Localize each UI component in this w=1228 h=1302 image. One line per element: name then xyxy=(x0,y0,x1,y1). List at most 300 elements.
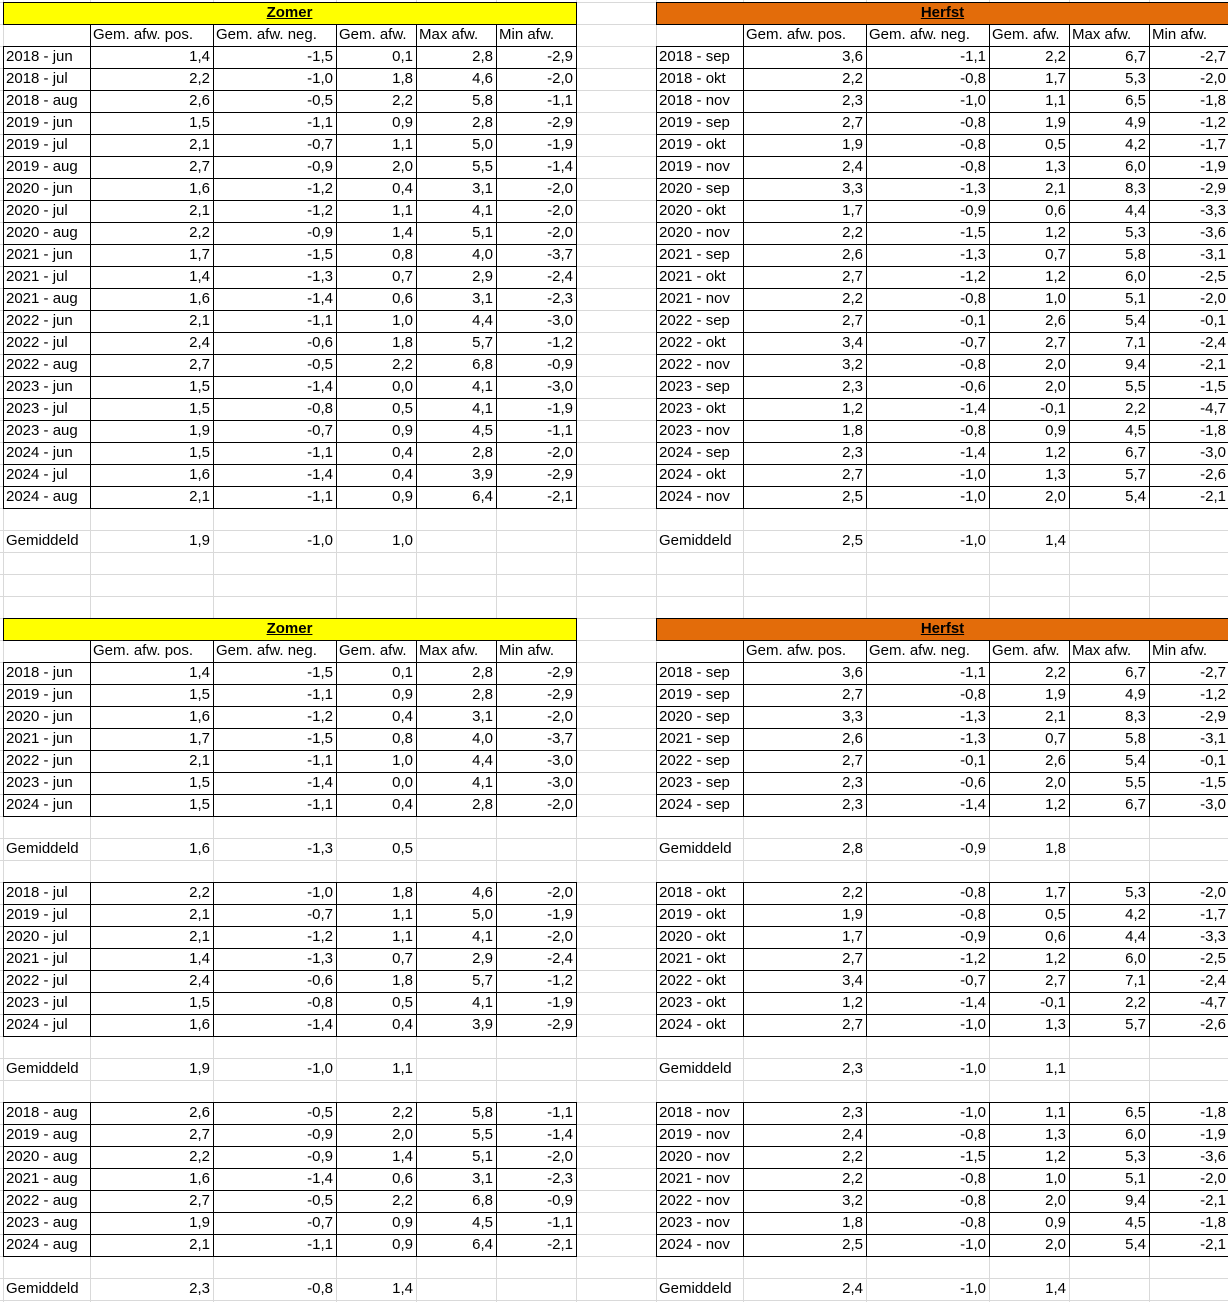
table-cell[interactable]: -0,9 xyxy=(960,202,986,219)
table-cell[interactable]: -2,1 xyxy=(1200,1192,1226,1209)
table-cell[interactable]: -0,7 xyxy=(960,972,986,989)
table-cell[interactable]: -0,5 xyxy=(307,1104,333,1121)
table-cell[interactable]: -1,3 xyxy=(960,708,986,725)
table-cell[interactable]: 0,7 xyxy=(1045,730,1066,747)
table-cell[interactable]: -0,1 xyxy=(1200,752,1226,769)
table-cell[interactable]: 0,9 xyxy=(392,422,413,439)
table-cell[interactable]: -0,8 xyxy=(960,906,986,923)
row-label[interactable]: 2023 - jul xyxy=(6,400,68,417)
table-cell[interactable]: 2,5 xyxy=(842,1236,863,1253)
table-cell[interactable]: -0,9 xyxy=(307,224,333,241)
table-cell[interactable]: 2,4 xyxy=(189,972,210,989)
table-cell[interactable]: 0,6 xyxy=(392,290,413,307)
row-label[interactable]: 2020 - jul xyxy=(6,202,68,219)
table-cell[interactable]: -3,3 xyxy=(1200,928,1226,945)
table-cell[interactable]: 3,9 xyxy=(472,1016,493,1033)
table-cell[interactable]: -0,1 xyxy=(960,312,986,329)
table-cell[interactable]: -1,1 xyxy=(960,48,986,65)
table-cell[interactable]: -1,9 xyxy=(547,136,573,153)
table-cell[interactable]: -4,7 xyxy=(1200,400,1226,417)
table-cell[interactable]: -1,9 xyxy=(547,994,573,1011)
table-cell[interactable]: 2,7 xyxy=(1045,972,1066,989)
table-cell[interactable]: 2,1 xyxy=(189,752,210,769)
table-cell[interactable]: 2,2 xyxy=(842,224,863,241)
table-cell[interactable]: 3,1 xyxy=(472,290,493,307)
table-cell[interactable]: 5,7 xyxy=(1125,1016,1146,1033)
table-cell[interactable]: -0,6 xyxy=(307,334,333,351)
table-cell[interactable]: 0,4 xyxy=(392,180,413,197)
table-cell[interactable]: -1,0 xyxy=(960,1236,986,1253)
table-cell[interactable]: 1,0 xyxy=(1045,1170,1066,1187)
table-cell[interactable]: -1,8 xyxy=(1200,422,1226,439)
table-cell[interactable]: -2,1 xyxy=(1200,1236,1226,1253)
average-value[interactable]: 1,9 xyxy=(189,532,210,549)
table-cell[interactable]: 1,1 xyxy=(1045,1104,1066,1121)
row-label[interactable]: 2024 - sep xyxy=(659,444,730,461)
table-cell[interactable]: 2,4 xyxy=(842,158,863,175)
average-value[interactable]: 1,1 xyxy=(1045,1060,1066,1077)
table-cell[interactable]: -2,0 xyxy=(1200,70,1226,87)
table-cell[interactable]: -0,7 xyxy=(307,422,333,439)
table-cell[interactable]: 1,7 xyxy=(842,202,863,219)
row-label[interactable]: 2020 - nov xyxy=(659,224,730,241)
table-cell[interactable]: 0,6 xyxy=(1045,928,1066,945)
average-value[interactable]: -1,3 xyxy=(307,840,333,857)
table-cell[interactable]: -0,8 xyxy=(960,114,986,131)
table-cell[interactable]: 2,1 xyxy=(1045,708,1066,725)
table-cell[interactable]: -0,1 xyxy=(1040,994,1066,1011)
table-cell[interactable]: 2,1 xyxy=(189,488,210,505)
table-cell[interactable]: 4,1 xyxy=(472,202,493,219)
table-cell[interactable]: -1,8 xyxy=(1200,1214,1226,1231)
table-cell[interactable]: 2,2 xyxy=(189,70,210,87)
table-cell[interactable]: 2,1 xyxy=(189,928,210,945)
table-cell[interactable]: 4,2 xyxy=(1125,906,1146,923)
table-cell[interactable]: 5,1 xyxy=(1125,1170,1146,1187)
table-cell[interactable]: -1,3 xyxy=(960,246,986,263)
average-value[interactable]: -1,0 xyxy=(960,1060,986,1077)
table-cell[interactable]: 1,1 xyxy=(392,906,413,923)
table-cell[interactable]: -2,6 xyxy=(1200,466,1226,483)
table-cell[interactable]: 4,1 xyxy=(472,928,493,945)
row-label[interactable]: 2018 - nov xyxy=(659,1104,730,1121)
row-label[interactable]: 2020 - jun xyxy=(6,180,73,197)
table-cell[interactable]: -2,9 xyxy=(1200,708,1226,725)
table-cell[interactable]: 2,2 xyxy=(1045,48,1066,65)
table-cell[interactable]: 4,4 xyxy=(1125,202,1146,219)
table-cell[interactable]: -0,6 xyxy=(960,378,986,395)
table-cell[interactable]: 1,7 xyxy=(1045,70,1066,87)
table-cell[interactable]: 1,9 xyxy=(189,422,210,439)
table-cell[interactable]: 5,4 xyxy=(1125,488,1146,505)
table-cell[interactable]: -1,4 xyxy=(547,158,573,175)
table-cell[interactable]: 1,7 xyxy=(189,246,210,263)
table-cell[interactable]: -2,0 xyxy=(547,444,573,461)
table-cell[interactable]: 2,7 xyxy=(842,686,863,703)
table-cell[interactable]: -1,2 xyxy=(307,180,333,197)
table-cell[interactable]: 1,6 xyxy=(189,180,210,197)
table-cell[interactable]: 1,6 xyxy=(189,290,210,307)
row-label[interactable]: 2022 - jul xyxy=(6,334,68,351)
table-cell[interactable]: 0,9 xyxy=(392,1214,413,1231)
table-cell[interactable]: 2,1 xyxy=(189,202,210,219)
table-cell[interactable]: -0,8 xyxy=(960,290,986,307)
table-cell[interactable]: 2,6 xyxy=(1045,312,1066,329)
table-cell[interactable]: -1,2 xyxy=(960,268,986,285)
table-cell[interactable]: 6,7 xyxy=(1125,48,1146,65)
table-cell[interactable]: 0,9 xyxy=(392,1236,413,1253)
table-cell[interactable]: 3,2 xyxy=(842,356,863,373)
table-cell[interactable]: 5,3 xyxy=(1125,70,1146,87)
table-cell[interactable]: -1,7 xyxy=(1200,906,1226,923)
table-cell[interactable]: 0,4 xyxy=(392,708,413,725)
table-cell[interactable]: 2,1 xyxy=(189,312,210,329)
table-cell[interactable]: 2,3 xyxy=(842,444,863,461)
table-cell[interactable]: 2,8 xyxy=(472,664,493,681)
table-cell[interactable]: 2,9 xyxy=(472,268,493,285)
row-label[interactable]: 2023 - nov xyxy=(659,1214,730,1231)
row-label[interactable]: 2024 - aug xyxy=(6,1236,78,1253)
table-cell[interactable]: -0,5 xyxy=(307,356,333,373)
table-cell[interactable]: -0,6 xyxy=(960,774,986,791)
table-cell[interactable]: 1,1 xyxy=(392,202,413,219)
row-label[interactable]: 2023 - jun xyxy=(6,774,73,791)
table-cell[interactable]: -2,0 xyxy=(1200,1170,1226,1187)
table-cell[interactable]: 2,2 xyxy=(1045,664,1066,681)
table-cell[interactable]: 0,7 xyxy=(1045,246,1066,263)
row-label[interactable]: 2019 - jul xyxy=(6,906,68,923)
table-cell[interactable]: -0,1 xyxy=(1200,312,1226,329)
table-cell[interactable]: 7,1 xyxy=(1125,972,1146,989)
table-cell[interactable]: 1,5 xyxy=(189,444,210,461)
table-cell[interactable]: 0,4 xyxy=(392,444,413,461)
table-cell[interactable]: -2,9 xyxy=(547,686,573,703)
table-cell[interactable]: -1,5 xyxy=(1200,378,1226,395)
table-cell[interactable]: -1,2 xyxy=(1200,686,1226,703)
row-label[interactable]: 2024 - okt xyxy=(659,1016,726,1033)
row-label[interactable]: 2023 - jul xyxy=(6,994,68,1011)
row-label[interactable]: 2022 - okt xyxy=(659,972,726,989)
row-label[interactable]: 2024 - jun xyxy=(6,444,73,461)
table-cell[interactable]: 0,6 xyxy=(1045,202,1066,219)
table-cell[interactable]: 6,5 xyxy=(1125,1104,1146,1121)
table-cell[interactable]: -1,1 xyxy=(547,1214,573,1231)
table-cell[interactable]: -1,1 xyxy=(307,488,333,505)
table-cell[interactable]: 1,3 xyxy=(1045,1126,1066,1143)
table-cell[interactable]: -0,8 xyxy=(960,686,986,703)
table-cell[interactable]: 2,7 xyxy=(1045,334,1066,351)
table-cell[interactable]: -3,6 xyxy=(1200,224,1226,241)
table-cell[interactable]: 5,3 xyxy=(1125,884,1146,901)
table-cell[interactable]: -1,2 xyxy=(960,950,986,967)
table-cell[interactable]: 2,4 xyxy=(189,334,210,351)
table-cell[interactable]: 2,7 xyxy=(842,1016,863,1033)
table-cell[interactable]: 5,5 xyxy=(472,1126,493,1143)
table-cell[interactable]: 1,9 xyxy=(1045,686,1066,703)
row-label[interactable]: 2021 - sep xyxy=(659,246,730,263)
table-cell[interactable]: -1,0 xyxy=(960,488,986,505)
table-cell[interactable]: 2,3 xyxy=(842,1104,863,1121)
average-value[interactable]: -0,9 xyxy=(960,840,986,857)
table-cell[interactable]: 2,2 xyxy=(392,92,413,109)
table-cell[interactable]: -2,1 xyxy=(1200,356,1226,373)
table-cell[interactable]: -3,3 xyxy=(1200,202,1226,219)
row-label[interactable]: 2020 - aug xyxy=(6,1148,78,1165)
row-label[interactable]: 2018 - jun xyxy=(6,664,73,681)
table-cell[interactable]: 3,1 xyxy=(472,708,493,725)
row-label[interactable]: 2018 - nov xyxy=(659,92,730,109)
table-cell[interactable]: 4,6 xyxy=(472,70,493,87)
table-cell[interactable]: -1,3 xyxy=(307,268,333,285)
row-label[interactable]: 2023 - sep xyxy=(659,378,730,395)
row-label[interactable]: 2018 - jul xyxy=(6,70,68,87)
table-cell[interactable]: 1,1 xyxy=(392,136,413,153)
table-cell[interactable]: -1,1 xyxy=(307,686,333,703)
table-cell[interactable]: 2,1 xyxy=(189,906,210,923)
row-label[interactable]: 2021 - jun xyxy=(6,246,73,263)
table-cell[interactable]: 2,8 xyxy=(472,444,493,461)
row-label[interactable]: 2019 - aug xyxy=(6,1126,78,1143)
table-cell[interactable]: -1,8 xyxy=(1200,1104,1226,1121)
table-cell[interactable]: 1,4 xyxy=(189,268,210,285)
table-cell[interactable]: 1,8 xyxy=(392,884,413,901)
table-cell[interactable]: 1,9 xyxy=(1045,114,1066,131)
table-cell[interactable]: 1,7 xyxy=(189,730,210,747)
table-cell[interactable]: 4,0 xyxy=(472,730,493,747)
row-label[interactable]: 2022 - sep xyxy=(659,752,730,769)
table-cell[interactable]: -2,9 xyxy=(547,466,573,483)
average-value[interactable]: -1,0 xyxy=(960,532,986,549)
row-label[interactable]: 2019 - jul xyxy=(6,136,68,153)
table-cell[interactable]: -1,2 xyxy=(1200,114,1226,131)
table-cell[interactable]: -1,1 xyxy=(307,444,333,461)
table-cell[interactable]: -0,9 xyxy=(307,158,333,175)
table-cell[interactable]: -1,2 xyxy=(307,928,333,945)
table-cell[interactable]: 0,8 xyxy=(392,730,413,747)
table-cell[interactable]: 1,8 xyxy=(392,70,413,87)
table-cell[interactable]: 5,1 xyxy=(1125,290,1146,307)
table-cell[interactable]: 1,6 xyxy=(189,466,210,483)
table-cell[interactable]: 2,6 xyxy=(1045,752,1066,769)
table-cell[interactable]: -2,3 xyxy=(547,290,573,307)
row-label[interactable]: 2019 - sep xyxy=(659,686,730,703)
table-cell[interactable]: -1,0 xyxy=(960,1016,986,1033)
table-cell[interactable]: 1,5 xyxy=(189,378,210,395)
table-cell[interactable]: -2,9 xyxy=(547,664,573,681)
table-cell[interactable]: 2,7 xyxy=(842,466,863,483)
table-cell[interactable]: -1,5 xyxy=(307,246,333,263)
row-label[interactable]: 2023 - okt xyxy=(659,994,726,1011)
table-cell[interactable]: 1,9 xyxy=(842,136,863,153)
table-cell[interactable]: 1,2 xyxy=(1045,1148,1066,1165)
table-cell[interactable]: 2,2 xyxy=(392,356,413,373)
table-cell[interactable]: -0,8 xyxy=(307,994,333,1011)
table-cell[interactable]: -3,0 xyxy=(1200,444,1226,461)
table-cell[interactable]: 2,1 xyxy=(1045,180,1066,197)
table-cell[interactable]: -2,4 xyxy=(547,950,573,967)
row-label[interactable]: 2018 - sep xyxy=(659,664,730,681)
row-label[interactable]: 2018 - okt xyxy=(659,70,726,87)
table-cell[interactable]: 1,0 xyxy=(392,312,413,329)
table-cell[interactable]: 0,1 xyxy=(392,664,413,681)
table-cell[interactable]: 0,1 xyxy=(392,48,413,65)
table-cell[interactable]: -1,1 xyxy=(307,752,333,769)
table-cell[interactable]: -0,8 xyxy=(307,400,333,417)
table-cell[interactable]: -1,5 xyxy=(307,664,333,681)
table-cell[interactable]: 5,5 xyxy=(1125,378,1146,395)
table-cell[interactable]: 2,2 xyxy=(189,224,210,241)
row-label[interactable]: 2022 - sep xyxy=(659,312,730,329)
table-cell[interactable]: 2,7 xyxy=(842,950,863,967)
row-label[interactable]: 2019 - okt xyxy=(659,906,726,923)
table-cell[interactable]: 0,0 xyxy=(392,774,413,791)
table-cell[interactable]: -1,0 xyxy=(307,70,333,87)
table-cell[interactable]: 1,2 xyxy=(842,400,863,417)
table-cell[interactable]: -2,1 xyxy=(547,488,573,505)
table-cell[interactable]: -2,9 xyxy=(547,48,573,65)
table-cell[interactable]: -1,1 xyxy=(547,1104,573,1121)
table-cell[interactable]: 2,3 xyxy=(842,378,863,395)
table-cell[interactable]: 2,6 xyxy=(842,730,863,747)
table-cell[interactable]: 2,2 xyxy=(1125,994,1146,1011)
table-cell[interactable]: 1,5 xyxy=(189,774,210,791)
table-cell[interactable]: 2,8 xyxy=(472,114,493,131)
row-label[interactable]: 2021 - jul xyxy=(6,268,68,285)
table-cell[interactable]: 1,4 xyxy=(392,224,413,241)
table-cell[interactable]: 3,4 xyxy=(842,334,863,351)
table-cell[interactable]: 2,2 xyxy=(842,884,863,901)
table-cell[interactable]: 6,7 xyxy=(1125,664,1146,681)
average-value[interactable]: -1,0 xyxy=(307,532,333,549)
table-cell[interactable]: -1,5 xyxy=(960,1148,986,1165)
table-cell[interactable]: 1,7 xyxy=(1045,884,1066,901)
table-cell[interactable]: 6,0 xyxy=(1125,158,1146,175)
table-cell[interactable]: 3,6 xyxy=(842,48,863,65)
table-cell[interactable]: -1,4 xyxy=(960,444,986,461)
table-cell[interactable]: -0,7 xyxy=(307,1214,333,1231)
row-label[interactable]: 2022 - nov xyxy=(659,356,730,373)
table-cell[interactable]: -2,0 xyxy=(547,180,573,197)
row-label[interactable]: 2024 - jul xyxy=(6,466,68,483)
table-cell[interactable]: -1,1 xyxy=(307,796,333,813)
table-cell[interactable]: 4,2 xyxy=(1125,136,1146,153)
table-cell[interactable]: 0,6 xyxy=(392,1170,413,1187)
table-cell[interactable]: 0,0 xyxy=(392,378,413,395)
average-value[interactable]: 1,6 xyxy=(189,840,210,857)
table-cell[interactable]: -2,1 xyxy=(547,1236,573,1253)
table-cell[interactable]: 1,8 xyxy=(392,972,413,989)
table-cell[interactable]: 3,6 xyxy=(842,664,863,681)
row-label[interactable]: 2023 - aug xyxy=(6,1214,78,1231)
table-cell[interactable]: -3,0 xyxy=(1200,796,1226,813)
table-cell[interactable]: 8,3 xyxy=(1125,708,1146,725)
table-cell[interactable]: -2,9 xyxy=(547,114,573,131)
table-cell[interactable]: -1,9 xyxy=(547,906,573,923)
table-cell[interactable]: 1,2 xyxy=(1045,950,1066,967)
table-cell[interactable]: 2,2 xyxy=(842,290,863,307)
row-label[interactable]: 2023 - okt xyxy=(659,400,726,417)
table-cell[interactable]: -1,9 xyxy=(1200,158,1226,175)
row-label[interactable]: 2018 - jun xyxy=(6,48,73,65)
table-cell[interactable]: 2,4 xyxy=(842,1126,863,1143)
row-label[interactable]: 2023 - aug xyxy=(6,422,78,439)
table-cell[interactable]: -0,9 xyxy=(307,1148,333,1165)
table-cell[interactable]: -2,4 xyxy=(1200,334,1226,351)
row-label[interactable]: 2019 - nov xyxy=(659,1126,730,1143)
table-cell[interactable]: -0,6 xyxy=(307,972,333,989)
table-cell[interactable]: 1,5 xyxy=(189,796,210,813)
table-cell[interactable]: -0,8 xyxy=(960,1192,986,1209)
table-cell[interactable]: 3,4 xyxy=(842,972,863,989)
table-cell[interactable]: 5,4 xyxy=(1125,1236,1146,1253)
table-cell[interactable]: -0,8 xyxy=(960,1214,986,1231)
row-label[interactable]: 2021 - sep xyxy=(659,730,730,747)
table-cell[interactable]: 0,4 xyxy=(392,466,413,483)
row-label[interactable]: 2021 - nov xyxy=(659,290,730,307)
average-value[interactable]: 1,8 xyxy=(1045,840,1066,857)
table-cell[interactable]: 1,5 xyxy=(189,994,210,1011)
table-cell[interactable]: 4,4 xyxy=(472,312,493,329)
table-cell[interactable]: 6,8 xyxy=(472,356,493,373)
table-cell[interactable]: -2,7 xyxy=(1200,664,1226,681)
row-label[interactable]: 2024 - sep xyxy=(659,796,730,813)
table-cell[interactable]: -3,1 xyxy=(1200,730,1226,747)
table-cell[interactable]: -2,0 xyxy=(547,1148,573,1165)
table-cell[interactable]: -2,0 xyxy=(547,928,573,945)
table-cell[interactable]: 5,7 xyxy=(472,972,493,989)
average-value[interactable]: 1,1 xyxy=(392,1060,413,1077)
table-cell[interactable]: 4,1 xyxy=(472,378,493,395)
table-cell[interactable]: 2,6 xyxy=(189,92,210,109)
table-cell[interactable]: 3,1 xyxy=(472,1170,493,1187)
table-cell[interactable]: -1,2 xyxy=(547,334,573,351)
table-cell[interactable]: 6,0 xyxy=(1125,1126,1146,1143)
row-label[interactable]: 2019 - aug xyxy=(6,158,78,175)
row-label[interactable]: 2020 - nov xyxy=(659,1148,730,1165)
row-label[interactable]: 2020 - sep xyxy=(659,180,730,197)
table-cell[interactable]: -2,5 xyxy=(1200,950,1226,967)
table-cell[interactable]: 5,0 xyxy=(472,906,493,923)
table-cell[interactable]: 4,1 xyxy=(472,400,493,417)
table-cell[interactable]: -0,9 xyxy=(307,1126,333,1143)
table-cell[interactable]: 2,2 xyxy=(392,1192,413,1209)
average-value[interactable]: 0,5 xyxy=(392,840,413,857)
table-cell[interactable]: 2,2 xyxy=(189,884,210,901)
table-cell[interactable]: 5,4 xyxy=(1125,752,1146,769)
table-cell[interactable]: -3,0 xyxy=(547,312,573,329)
table-cell[interactable]: 1,4 xyxy=(189,48,210,65)
table-cell[interactable]: 1,6 xyxy=(189,1016,210,1033)
table-cell[interactable]: -0,8 xyxy=(960,356,986,373)
table-cell[interactable]: -1,1 xyxy=(307,312,333,329)
row-label[interactable]: 2022 - aug xyxy=(6,356,78,373)
row-label[interactable]: 2018 - okt xyxy=(659,884,726,901)
table-cell[interactable]: 2,7 xyxy=(189,1192,210,1209)
table-cell[interactable]: 4,9 xyxy=(1125,114,1146,131)
table-cell[interactable]: 4,1 xyxy=(472,994,493,1011)
table-cell[interactable]: -2,0 xyxy=(547,70,573,87)
table-cell[interactable]: 9,4 xyxy=(1125,356,1146,373)
row-label[interactable]: 2024 - nov xyxy=(659,488,730,505)
row-label[interactable]: 2024 - aug xyxy=(6,488,78,505)
average-value[interactable]: -0,8 xyxy=(307,1280,333,1297)
row-label[interactable]: 2020 - aug xyxy=(6,224,78,241)
table-cell[interactable]: -1,0 xyxy=(960,92,986,109)
table-cell[interactable]: -1,1 xyxy=(307,1236,333,1253)
table-cell[interactable]: 1,1 xyxy=(392,928,413,945)
table-cell[interactable]: -1,1 xyxy=(960,664,986,681)
table-cell[interactable]: -1,5 xyxy=(1200,774,1226,791)
